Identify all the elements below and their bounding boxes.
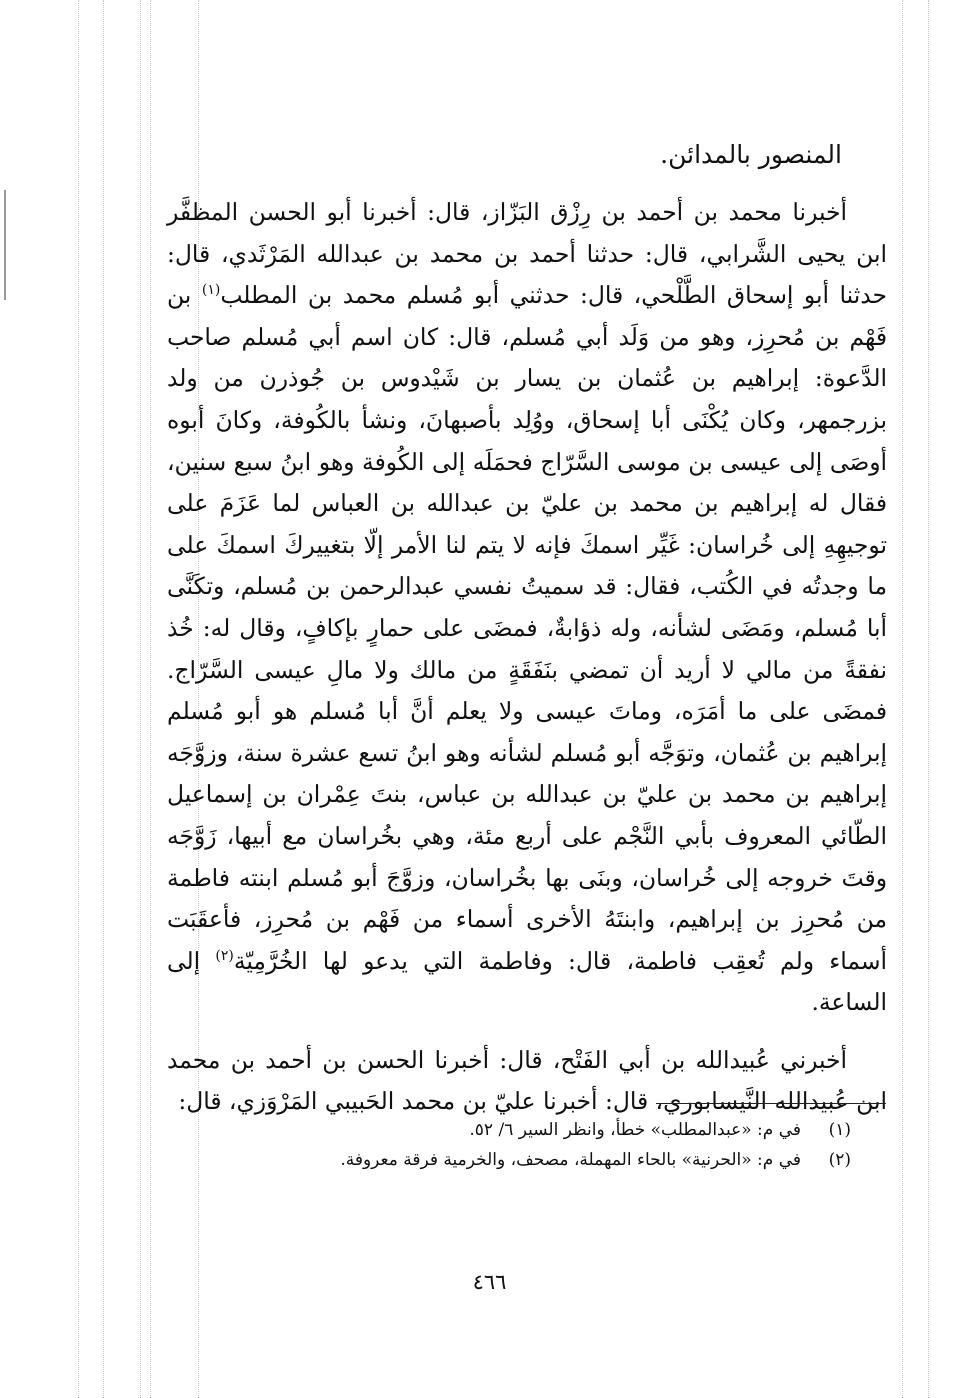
footnote xyxy=(151,1145,851,1175)
paragraph-text: أخبرني عُبيدالله بن أبي الفَتْح، قال: أخبرنا الحسن بن أحمد بن محمد ابن عُبيدالله النَّيسابوري، قال: أخبرنا عليّ بن محمد الحَبيبي المَرْوَزي، قال: xyxy=(167,1045,887,1116)
scan-artifact xyxy=(928,0,929,1398)
paragraph-text: أخبرنا محمد بن أحمد بن رِزْق البَزّاز، قال: أخبرنا أبو الحسن المظفَّر ابن يحيى الشَّرابي، قال: حدثنا أحمد بن محمد بن عبدالله المَرْثَدي، قال: حدثنا أبو إسحاق الطَّلْحي، قال: حدثني أبو مُسلم محمد بن المطلب xyxy=(167,198,887,310)
footnote-number: (١) xyxy=(828,1120,851,1140)
scan-artifact xyxy=(78,0,79,1398)
footnote-text: في م: «الحرنية» بالحاء المهملة، مصحف، والخرمية فرقة معروفة. xyxy=(340,1150,801,1170)
scan-artifact xyxy=(902,0,903,1398)
footnote-separator xyxy=(656,1103,886,1104)
footnote-number: (٢) xyxy=(828,1150,851,1170)
footnotes xyxy=(151,1115,851,1175)
footnote-marker: (٢) xyxy=(215,947,234,964)
paragraph-text: إلى الساعة. xyxy=(167,946,887,1017)
scan-artifact xyxy=(4,190,6,300)
scan-artifact xyxy=(103,0,104,1398)
main-text xyxy=(167,192,887,1123)
scan-artifact xyxy=(140,0,141,1398)
scan-artifact xyxy=(150,0,151,1398)
paragraph-text: بن فَهْم بن مُحرِز، وهو من وَلَد أبي مُسلم، قال: كان اسم أبي مُسلم صاحب الدَّعوة: إبراهيم بن عُثمان بن يسار بن شَيْدوس بن جُوذرن من ولد بزرجمهر، وكان يُكْنَى أبا إسحاق، ووُلِد بأصبهانَ، ونشأ بالكُوفة، وكانَ أبوه أوصَى إلى عيسى بن موسى السَّرّاج فحمَلَه إلى الكُوفة وهو ابنُ سبع سنين، فقال له إبراهيم بن محمد بن عليّ بن عبدالله بن العباس لما عَزَمَ على توجيهِهِ إلى خُراسان: غَيِّر اسمكَ فإنه لا يتم لنا الأمر إلّا بتغييركَ اسمكَ على ما وجدتُه في الكُتب، فقال: قد سميتُ نفسي عبدالرحمن بن مُسلم، وتكَنَّى أبا مُسلم، ومَضَى لشأنه، وله ذؤابةٌ، فمضَى على حمارٍ بإكافٍ، وقال له: خُذ نفقةً من مالي لا أريد أن تمضي بنَفَقَةٍ من مالك ولا مالِ عيسى السَّرّاج. فمضَى على ما أمَرَه، وماتَ عيسى ولا يعلم أنَّ أبا مُسلم هو أبو مُسلم إبراهيم بن عُثمان، وتوَجَّه أبو مُسلم لشأنه وهو ابنُ تسع عشرة سنة، وزوَّجَه إبراهيم بن محمد بن عليّ بن عبدالله بن عباس، بنتَ عِمْران بن إسماعيل الطّائي المعروف بأبي النَّجْم على أربع مئة، وهي بخُراسان مع أبيها، زَوَّجَه وقتَ خروجه إلى خُراسان، وبنَى بها بخُراسان، وزوَّجَ أبو مُسلم ابنته فاطمة من مُحرِز بن إبراهيم، وابنتَهُ الأخرى أسماء من فَهْم بن مُحرِز، فأعقَبَت أسماء ولم تُعقِب فاطمة، قال: وفاطمة التي يدعو لها الخُرَّمِيّة xyxy=(167,281,887,975)
page-number: ٤٦٦ xyxy=(472,1270,507,1294)
running-head: المنصور بالمدائن. xyxy=(660,140,842,169)
footnote-text: في م: «عبدالمطلب» خطأ، وانظر السير ٦/ ٥٢. xyxy=(469,1120,801,1140)
footnote xyxy=(151,1115,851,1145)
footnote-marker: (١) xyxy=(201,282,221,299)
paragraph xyxy=(167,1040,887,1123)
paragraph xyxy=(167,192,887,1024)
